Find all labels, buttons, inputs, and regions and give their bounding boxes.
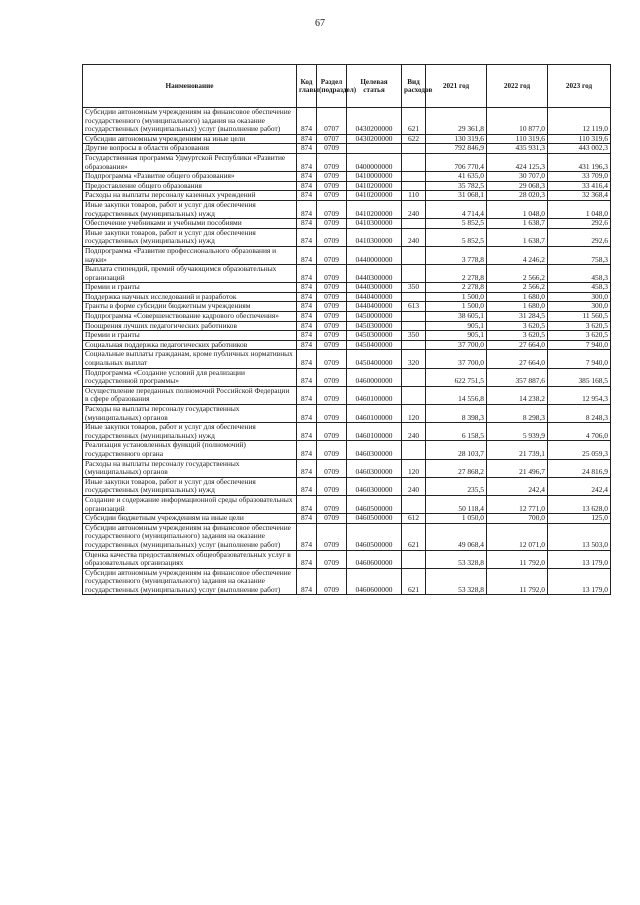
cell-kind: 621 bbox=[402, 523, 426, 550]
cell-code: 874 bbox=[297, 441, 317, 459]
cell-code: 874 bbox=[297, 246, 317, 264]
cell-name: Социальные выплаты гражданам, кроме публичных нормативных социальных выплат bbox=[83, 350, 297, 368]
cell-kind bbox=[402, 172, 426, 182]
cell-section: 0709 bbox=[317, 191, 347, 201]
cell-target: 0450300000 bbox=[347, 331, 402, 341]
cell-code: 874 bbox=[297, 368, 317, 386]
table-row bbox=[83, 350, 611, 368]
cell-2022: 2 566,2 bbox=[487, 265, 548, 283]
cell-target: 0460600000 bbox=[347, 550, 402, 568]
table-body bbox=[83, 108, 611, 595]
cell-code: 874 bbox=[297, 550, 317, 568]
cell-kind bbox=[402, 312, 426, 322]
cell-2023: 8 248,3 bbox=[548, 405, 611, 423]
cell-name: Субсидии автономным учреждениям на финансовое обеспечение государственного (муниципального) задания на оказание государственных (муниципальных) услуг (выполнение работ) bbox=[83, 108, 297, 135]
cell-2022: 27 664,0 bbox=[487, 350, 548, 368]
table-header-row bbox=[83, 65, 611, 108]
cell-name: Субсидии бюджетным учреждениям на иные цели bbox=[83, 514, 297, 524]
cell-name: Расходы на выплаты персоналу казенных учреждений bbox=[83, 191, 297, 201]
cell-2023: 11 560,5 bbox=[548, 312, 611, 322]
cell-2023: 12 954,3 bbox=[548, 386, 611, 404]
cell-section: 0709 bbox=[317, 228, 347, 246]
cell-2021: 37 700,0 bbox=[426, 340, 487, 350]
header-code: Код главы bbox=[297, 65, 317, 108]
cell-code: 874 bbox=[297, 172, 317, 182]
cell-kind: 240 bbox=[402, 200, 426, 218]
cell-target: 0460500000 bbox=[347, 523, 402, 550]
cell-target: 0450400000 bbox=[347, 340, 402, 350]
cell-code: 874 bbox=[297, 134, 317, 144]
cell-2021: 3 778,8 bbox=[426, 246, 487, 264]
cell-2022: 1 048,0 bbox=[487, 200, 548, 218]
cell-section: 0709 bbox=[317, 495, 347, 513]
cell-code: 874 bbox=[297, 144, 317, 154]
cell-2021: 792 846,9 bbox=[426, 144, 487, 154]
cell-section: 0709 bbox=[317, 331, 347, 341]
cell-name: Иные закупки товаров, работ и услуг для обеспечения государственных (муниципальных) нужд bbox=[83, 423, 297, 441]
cell-2023: 33 709,0 bbox=[548, 172, 611, 182]
cell-section: 0709 bbox=[317, 172, 347, 182]
cell-name: Подпрограмма «Совершенствование кадрового обеспечения» bbox=[83, 312, 297, 322]
cell-name: Создание и содержание информационной среды образовательных организаций bbox=[83, 495, 297, 513]
cell-2021: 35 782,5 bbox=[426, 181, 487, 191]
cell-code: 874 bbox=[297, 523, 317, 550]
cell-2022: 8 298,3 bbox=[487, 405, 548, 423]
table-row bbox=[83, 523, 611, 550]
cell-2022: 1 680,0 bbox=[487, 292, 548, 302]
cell-name: Премии и гранты bbox=[83, 283, 297, 293]
cell-2023: 292,6 bbox=[548, 219, 611, 229]
cell-2023: 431 196,3 bbox=[548, 153, 611, 171]
cell-target: 0460100000 bbox=[347, 386, 402, 404]
cell-target: 0410200000 bbox=[347, 181, 402, 191]
table-row bbox=[83, 550, 611, 568]
cell-kind bbox=[402, 246, 426, 264]
table-row bbox=[83, 423, 611, 441]
cell-kind bbox=[402, 265, 426, 283]
cell-name: Реализация установленных функций (полномочий) государственного органа bbox=[83, 441, 297, 459]
cell-name: Подпрограмма «Развитие профессионального образования и науки» bbox=[83, 246, 297, 264]
cell-target: 0460100000 bbox=[347, 405, 402, 423]
cell-2023: 458,3 bbox=[548, 265, 611, 283]
header-kind: Вид расходов bbox=[402, 65, 426, 108]
cell-code: 874 bbox=[297, 153, 317, 171]
cell-2022: 3 620,5 bbox=[487, 321, 548, 331]
cell-2023: 300,0 bbox=[548, 302, 611, 312]
table-row bbox=[83, 246, 611, 264]
cell-2023: 7 940,0 bbox=[548, 350, 611, 368]
cell-target: 0410300000 bbox=[347, 228, 402, 246]
cell-target: 0460600000 bbox=[347, 568, 402, 595]
header-target: Целевая статья bbox=[347, 65, 402, 108]
table-row bbox=[83, 172, 611, 182]
cell-kind bbox=[402, 219, 426, 229]
cell-section: 0709 bbox=[317, 219, 347, 229]
cell-2023: 12 119,0 bbox=[548, 108, 611, 135]
cell-target: 0460300000 bbox=[347, 441, 402, 459]
cell-target: 0430200000 bbox=[347, 108, 402, 135]
cell-kind: 240 bbox=[402, 477, 426, 495]
cell-kind bbox=[402, 550, 426, 568]
cell-2022: 2 566,2 bbox=[487, 283, 548, 293]
cell-2021: 27 868,2 bbox=[426, 459, 487, 477]
table-row bbox=[83, 200, 611, 218]
cell-2023: 110 319,6 bbox=[548, 134, 611, 144]
cell-2022: 14 238,2 bbox=[487, 386, 548, 404]
cell-kind: 110 bbox=[402, 191, 426, 201]
cell-target bbox=[347, 144, 402, 154]
cell-2022: 21 739,1 bbox=[487, 441, 548, 459]
cell-target: 0450000000 bbox=[347, 312, 402, 322]
cell-section: 0709 bbox=[317, 405, 347, 423]
cell-name: Поддержка научных исследований и разработок bbox=[83, 292, 297, 302]
cell-section: 0709 bbox=[317, 321, 347, 331]
cell-2022: 3 620,5 bbox=[487, 331, 548, 341]
cell-2023: 13 503,0 bbox=[548, 523, 611, 550]
cell-name: Иные закупки товаров, работ и услуг для обеспечения государственных (муниципальных) нужд bbox=[83, 477, 297, 495]
cell-code: 874 bbox=[297, 459, 317, 477]
cell-2023: 125,0 bbox=[548, 514, 611, 524]
cell-2021: 37 700,0 bbox=[426, 350, 487, 368]
table-row bbox=[83, 191, 611, 201]
cell-2023: 292,6 bbox=[548, 228, 611, 246]
cell-2021: 28 103,7 bbox=[426, 441, 487, 459]
cell-code: 874 bbox=[297, 292, 317, 302]
cell-name: Субсидии автономным учреждениям на финансовое обеспечение государственного (муниципального) задания на оказание государственных (муниципальных) услуг (выполнение работ) bbox=[83, 568, 297, 595]
cell-section: 0709 bbox=[317, 568, 347, 595]
cell-2022: 31 284,5 bbox=[487, 312, 548, 322]
cell-section: 0709 bbox=[317, 246, 347, 264]
cell-2021: 49 068,4 bbox=[426, 523, 487, 550]
cell-target: 0450400000 bbox=[347, 350, 402, 368]
cell-2023: 33 416,4 bbox=[548, 181, 611, 191]
cell-code: 874 bbox=[297, 181, 317, 191]
table-row bbox=[83, 495, 611, 513]
cell-2021: 6 158,5 bbox=[426, 423, 487, 441]
cell-section: 0709 bbox=[317, 181, 347, 191]
cell-target: 0460300000 bbox=[347, 477, 402, 495]
cell-2021: 1 500,0 bbox=[426, 302, 487, 312]
budget-table bbox=[82, 64, 611, 595]
cell-2022: 11 792,0 bbox=[487, 568, 548, 595]
cell-code: 874 bbox=[297, 405, 317, 423]
cell-section: 0709 bbox=[317, 368, 347, 386]
cell-kind: 612 bbox=[402, 514, 426, 524]
cell-2021: 1 050,0 bbox=[426, 514, 487, 524]
cell-kind bbox=[402, 340, 426, 350]
cell-name: Поощрения лучших педагогических работников bbox=[83, 321, 297, 331]
header-2022: 2022 год bbox=[487, 65, 548, 108]
cell-code: 874 bbox=[297, 283, 317, 293]
cell-target: 0440300000 bbox=[347, 265, 402, 283]
cell-2023: 13 179,0 bbox=[548, 568, 611, 595]
cell-section: 0709 bbox=[317, 459, 347, 477]
cell-section: 0709 bbox=[317, 312, 347, 322]
cell-section: 0707 bbox=[317, 134, 347, 144]
table-row bbox=[83, 405, 611, 423]
cell-2021: 38 605,1 bbox=[426, 312, 487, 322]
cell-code: 874 bbox=[297, 386, 317, 404]
table-row bbox=[83, 386, 611, 404]
cell-target: 0460000000 bbox=[347, 368, 402, 386]
cell-kind: 350 bbox=[402, 331, 426, 341]
cell-2023: 7 940,0 bbox=[548, 340, 611, 350]
cell-name: Предоставление общего образования bbox=[83, 181, 297, 191]
cell-kind: 320 bbox=[402, 350, 426, 368]
table-row bbox=[83, 477, 611, 495]
cell-2022: 1 638,7 bbox=[487, 228, 548, 246]
cell-2021: 2 278,8 bbox=[426, 283, 487, 293]
cell-name: Расходы на выплаты персоналу государственных (муниципальных) органов bbox=[83, 459, 297, 477]
cell-target: 0400000000 bbox=[347, 153, 402, 171]
cell-2023: 1 048,0 bbox=[548, 200, 611, 218]
cell-2021: 41 635,0 bbox=[426, 172, 487, 182]
cell-section: 0709 bbox=[317, 340, 347, 350]
table-row bbox=[83, 283, 611, 293]
cell-2022: 12 771,0 bbox=[487, 495, 548, 513]
table-row bbox=[83, 368, 611, 386]
table-row bbox=[83, 219, 611, 229]
cell-target: 0430200000 bbox=[347, 134, 402, 144]
cell-code: 874 bbox=[297, 350, 317, 368]
cell-2023: 458,3 bbox=[548, 283, 611, 293]
table-row bbox=[83, 331, 611, 341]
cell-2021: 4 714,4 bbox=[426, 200, 487, 218]
cell-code: 874 bbox=[297, 219, 317, 229]
cell-kind bbox=[402, 144, 426, 154]
cell-2023: 25 059,3 bbox=[548, 441, 611, 459]
cell-kind: 240 bbox=[402, 423, 426, 441]
cell-section: 0707 bbox=[317, 108, 347, 135]
cell-target: 0460500000 bbox=[347, 514, 402, 524]
table-row bbox=[83, 441, 611, 459]
cell-2022: 4 246,2 bbox=[487, 246, 548, 264]
cell-target: 0440300000 bbox=[347, 283, 402, 293]
cell-2021: 235,5 bbox=[426, 477, 487, 495]
cell-kind: 120 bbox=[402, 405, 426, 423]
cell-code: 874 bbox=[297, 302, 317, 312]
cell-2021: 905,1 bbox=[426, 331, 487, 341]
cell-target: 0440000000 bbox=[347, 246, 402, 264]
cell-kind bbox=[402, 441, 426, 459]
cell-target: 0460500000 bbox=[347, 495, 402, 513]
cell-kind: 621 bbox=[402, 108, 426, 135]
cell-code: 874 bbox=[297, 495, 317, 513]
cell-section: 0709 bbox=[317, 265, 347, 283]
cell-2023: 4 706,0 bbox=[548, 423, 611, 441]
cell-kind: 613 bbox=[402, 302, 426, 312]
cell-2023: 3 620,5 bbox=[548, 331, 611, 341]
cell-2021: 29 361,8 bbox=[426, 108, 487, 135]
cell-2021: 31 068,1 bbox=[426, 191, 487, 201]
cell-2021: 1 500,0 bbox=[426, 292, 487, 302]
cell-section: 0709 bbox=[317, 302, 347, 312]
cell-2021: 14 556,8 bbox=[426, 386, 487, 404]
cell-2022: 10 877,0 bbox=[487, 108, 548, 135]
cell-kind: 120 bbox=[402, 459, 426, 477]
cell-code: 874 bbox=[297, 568, 317, 595]
cell-section: 0709 bbox=[317, 386, 347, 404]
cell-code: 874 bbox=[297, 514, 317, 524]
cell-2022: 424 125,3 bbox=[487, 153, 548, 171]
cell-section: 0709 bbox=[317, 283, 347, 293]
cell-2022: 357 887,6 bbox=[487, 368, 548, 386]
cell-name: Оценка качества предоставляемых общеобразовательных услуг в образовательных организациях bbox=[83, 550, 297, 568]
cell-name: Премии и гранты bbox=[83, 331, 297, 341]
cell-2022: 1 680,0 bbox=[487, 302, 548, 312]
table-row bbox=[83, 568, 611, 595]
header-section: Раздел (подраздел) bbox=[317, 65, 347, 108]
header-2023: 2023 год bbox=[548, 65, 611, 108]
cell-code: 874 bbox=[297, 321, 317, 331]
cell-section: 0709 bbox=[317, 200, 347, 218]
cell-target: 0410200000 bbox=[347, 200, 402, 218]
cell-2023: 443 002,3 bbox=[548, 144, 611, 154]
cell-2021: 50 118,4 bbox=[426, 495, 487, 513]
cell-code: 874 bbox=[297, 340, 317, 350]
cell-code: 874 bbox=[297, 108, 317, 135]
cell-2021: 5 852,5 bbox=[426, 228, 487, 246]
cell-2022: 12 071,0 bbox=[487, 523, 548, 550]
cell-name: Подпрограмма «Развитие общего образования» bbox=[83, 172, 297, 182]
cell-name: Подпрограмма «Создание условий для реализации государственной программы» bbox=[83, 368, 297, 386]
cell-2021: 5 852,5 bbox=[426, 219, 487, 229]
cell-name: Осуществление переданных полномочий Российской Федерации в сфере образования bbox=[83, 386, 297, 404]
cell-kind: 622 bbox=[402, 134, 426, 144]
cell-2021: 53 328,8 bbox=[426, 568, 487, 595]
table-row bbox=[83, 312, 611, 322]
cell-target: 0460300000 bbox=[347, 459, 402, 477]
cell-2021: 905,1 bbox=[426, 321, 487, 331]
cell-kind: 621 bbox=[402, 568, 426, 595]
cell-2023: 242,4 bbox=[548, 477, 611, 495]
cell-2022: 242,4 bbox=[487, 477, 548, 495]
table-row bbox=[83, 459, 611, 477]
cell-name: Выплата стипендий, премий обучающимся образовательных организаций bbox=[83, 265, 297, 283]
cell-2022: 5 939,9 bbox=[487, 423, 548, 441]
cell-target: 0440400000 bbox=[347, 302, 402, 312]
cell-section: 0709 bbox=[317, 441, 347, 459]
cell-2022: 27 664,0 bbox=[487, 340, 548, 350]
cell-target: 0450300000 bbox=[347, 321, 402, 331]
cell-2023: 24 816,9 bbox=[548, 459, 611, 477]
page-number: 67 bbox=[315, 18, 325, 29]
cell-code: 874 bbox=[297, 228, 317, 246]
cell-2023: 13 179,0 bbox=[548, 550, 611, 568]
cell-2021: 706 770,4 bbox=[426, 153, 487, 171]
table-row bbox=[83, 228, 611, 246]
cell-section: 0709 bbox=[317, 477, 347, 495]
cell-2022: 29 068,3 bbox=[487, 181, 548, 191]
cell-kind: 350 bbox=[402, 283, 426, 293]
table-row bbox=[83, 514, 611, 524]
cell-kind bbox=[402, 386, 426, 404]
cell-target: 0440400000 bbox=[347, 292, 402, 302]
cell-name: Иные закупки товаров, работ и услуг для обеспечения государственных (муниципальных) нужд bbox=[83, 228, 297, 246]
cell-2022: 700,0 bbox=[487, 514, 548, 524]
header-2021: 2021 год bbox=[426, 65, 487, 108]
cell-target: 0460100000 bbox=[347, 423, 402, 441]
table-row bbox=[83, 265, 611, 283]
cell-kind bbox=[402, 495, 426, 513]
cell-section: 0709 bbox=[317, 423, 347, 441]
cell-target: 0410000000 bbox=[347, 172, 402, 182]
cell-section: 0709 bbox=[317, 514, 347, 524]
cell-name: Субсидии автономным учреждениям на финансовое обеспечение государственного (муниципального) задания на оказание государственных (муниципальных) услуг (выполнение работ) bbox=[83, 523, 297, 550]
cell-2023: 3 620,5 bbox=[548, 321, 611, 331]
cell-code: 874 bbox=[297, 200, 317, 218]
cell-name: Гранты в форме субсидии бюджетным учреждениям bbox=[83, 302, 297, 312]
cell-section: 0709 bbox=[317, 144, 347, 154]
cell-name: Государственная программа Удмуртской Республики «Развитие образования» bbox=[83, 153, 297, 171]
cell-kind bbox=[402, 153, 426, 171]
cell-target: 0410300000 bbox=[347, 219, 402, 229]
cell-2021: 2 278,8 bbox=[426, 265, 487, 283]
cell-code: 874 bbox=[297, 477, 317, 495]
cell-target: 0410200000 bbox=[347, 191, 402, 201]
cell-code: 874 bbox=[297, 312, 317, 322]
cell-code: 874 bbox=[297, 191, 317, 201]
cell-name: Другие вопросы в области образования bbox=[83, 144, 297, 154]
cell-name: Иные закупки товаров, работ и услуг для обеспечения государственных (муниципальных) нужд bbox=[83, 200, 297, 218]
cell-2022: 30 707,0 bbox=[487, 172, 548, 182]
cell-2022: 11 792,0 bbox=[487, 550, 548, 568]
cell-code: 874 bbox=[297, 265, 317, 283]
cell-2023: 385 168,5 bbox=[548, 368, 611, 386]
cell-2023: 13 628,0 bbox=[548, 495, 611, 513]
cell-section: 0709 bbox=[317, 153, 347, 171]
cell-2023: 300,0 bbox=[548, 292, 611, 302]
table-row bbox=[83, 153, 611, 171]
cell-name: Субсидии автономным учреждениям на иные цели bbox=[83, 134, 297, 144]
header-name: Наименование bbox=[83, 65, 297, 108]
cell-section: 0709 bbox=[317, 550, 347, 568]
cell-2023: 758,3 bbox=[548, 246, 611, 264]
cell-2021: 130 319,6 bbox=[426, 134, 487, 144]
cell-section: 0709 bbox=[317, 350, 347, 368]
cell-2023: 32 368,4 bbox=[548, 191, 611, 201]
table-row bbox=[83, 108, 611, 135]
cell-name: Обеспечение учебниками и учебными пособиями bbox=[83, 219, 297, 229]
cell-2022: 28 020,3 bbox=[487, 191, 548, 201]
cell-2021: 53 328,8 bbox=[426, 550, 487, 568]
cell-section: 0709 bbox=[317, 292, 347, 302]
cell-code: 874 bbox=[297, 423, 317, 441]
cell-kind bbox=[402, 368, 426, 386]
cell-section: 0709 bbox=[317, 523, 347, 550]
cell-kind: 240 bbox=[402, 228, 426, 246]
cell-2022: 435 931,3 bbox=[487, 144, 548, 154]
cell-2022: 1 638,7 bbox=[487, 219, 548, 229]
cell-2022: 110 319,6 bbox=[487, 134, 548, 144]
cell-2022: 21 496,7 bbox=[487, 459, 548, 477]
cell-name: Социальная поддержка педагогических работников bbox=[83, 340, 297, 350]
cell-2021: 622 751,5 bbox=[426, 368, 487, 386]
cell-name: Расходы на выплаты персоналу государственных (муниципальных) органов bbox=[83, 405, 297, 423]
cell-2021: 8 398,3 bbox=[426, 405, 487, 423]
cell-code: 874 bbox=[297, 331, 317, 341]
